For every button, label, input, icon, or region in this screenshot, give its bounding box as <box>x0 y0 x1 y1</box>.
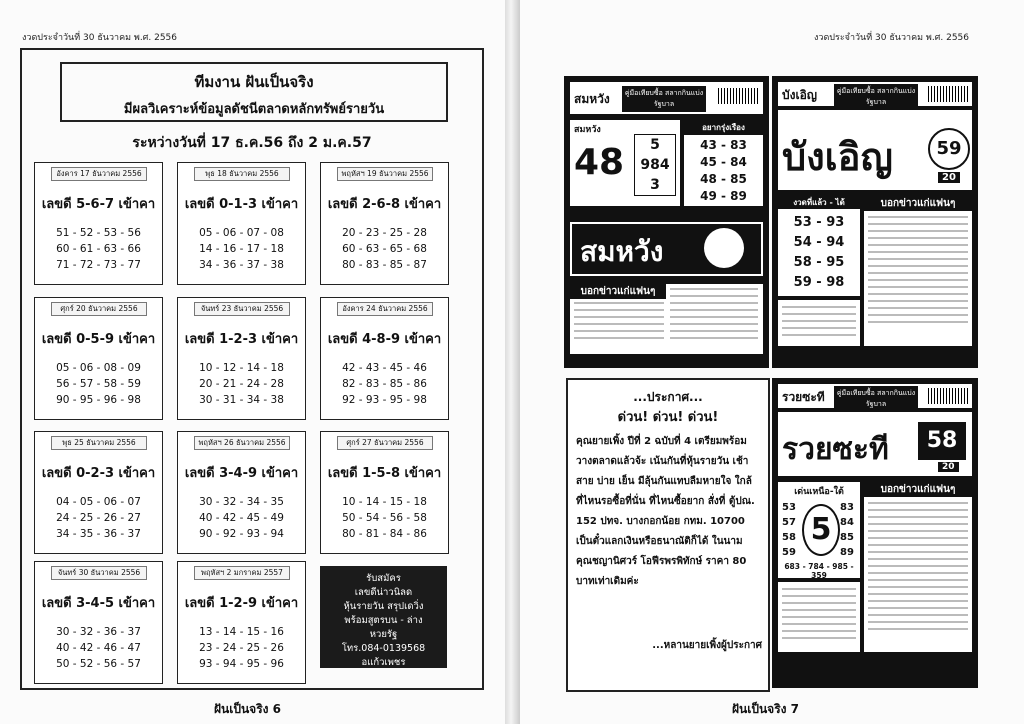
card-lead: เลขดี 3-4-9 เข้าคา <box>184 466 299 481</box>
logo-text: สมหวัง <box>580 235 664 268</box>
card-line: 30 - 32 - 34 - 35 <box>199 496 284 508</box>
card-lead: เลขดี 1-2-9 เข้าคา <box>184 596 299 611</box>
emblem-icon <box>704 228 744 268</box>
num: 84 <box>840 517 854 528</box>
promo-line: อแก้วเพชร <box>361 657 406 668</box>
left-page-footer: ฝันเป็นจริง 6 <box>214 702 282 716</box>
card-numbers <box>35 225 162 273</box>
pairs-title: อยากรุ่งเรือง <box>684 120 763 135</box>
card-lead: เลขดี 1-2-3 เข้าคา <box>184 332 299 347</box>
pair: 53 - 93 <box>793 215 845 230</box>
left-page-header: งวดประจำวันที่ 30 ธันวาคม พ.ศ. 2556 <box>22 33 178 43</box>
card-date: จันทร์ 23 ธันวาคม 2556 <box>194 302 290 316</box>
card-numbers <box>35 624 162 672</box>
digit-stack <box>634 134 676 196</box>
card-date: พฤหัสฯ 19 ธันวาคม 2556 <box>337 167 433 181</box>
card-line: 24 - 25 - 26 - 27 <box>56 512 141 524</box>
badge-number: 59 <box>928 128 970 170</box>
card-date: ศุกร์ 20 ธันวาคม 2556 <box>51 302 147 316</box>
card-line: 80 - 81 - 84 - 86 <box>342 528 427 540</box>
number-panel <box>570 120 680 206</box>
news-text-lines <box>574 302 664 344</box>
forecast-card <box>320 297 449 420</box>
announcement-head: ...ประกาศ... <box>633 390 703 404</box>
right-nums <box>840 500 854 560</box>
card-line: 04 - 05 - 06 - 07 <box>56 496 141 508</box>
ad-tag: คู่มือเทียบซื้อ สลากกินแบ่งรัฐบาล <box>622 86 706 112</box>
card-line: 42 - 43 - 45 - 46 <box>342 362 427 374</box>
card-date: ศุกร์ 27 ธันวาคม 2556 <box>337 436 433 450</box>
announcement-signature: ...หลานยายเพิ้งผู้ประกาศ <box>652 640 762 651</box>
num: 57 <box>782 517 796 528</box>
num: 83 <box>840 502 854 513</box>
barcode-icon <box>928 86 968 102</box>
ad-header <box>778 384 972 408</box>
promo-line: หวยรัฐ <box>369 629 398 640</box>
small-text-panel <box>778 582 860 652</box>
card-date: พุธ 18 ธันวาคม 2556 <box>194 167 290 181</box>
promo-line: รับสมัคร <box>366 573 401 584</box>
pair: 45 - 84 <box>700 155 747 169</box>
stack-digit: 3 <box>650 177 660 193</box>
big-digits: 48 <box>574 142 625 183</box>
promo-line: หุ้นรายวัน สรุปเดวิ่ง <box>343 601 424 612</box>
promo-line: โทร.084-0139568 <box>341 643 426 654</box>
news-panel <box>864 482 972 652</box>
announcement-box <box>566 378 770 692</box>
forecast-card <box>320 162 449 285</box>
ad-brand: รวยซะที <box>782 390 825 404</box>
card-line: 56 - 57 - 58 - 59 <box>56 378 141 390</box>
card-date: อังคาร 24 ธันวาคม 2556 <box>337 302 433 316</box>
card-lead: เลขดี 2-6-8 เข้าคา <box>327 197 442 212</box>
badge-number: 58 <box>918 422 966 460</box>
right-page <box>520 0 1024 724</box>
card-line: 90 - 95 - 96 - 98 <box>56 394 141 406</box>
card-line: 71 - 72 - 73 - 77 <box>56 259 141 271</box>
pair: 43 - 83 <box>700 138 747 152</box>
card-line: 92 - 93 - 95 - 98 <box>342 394 427 406</box>
small-text-panel <box>778 300 860 346</box>
card-numbers <box>35 360 162 408</box>
card-line: 60 - 63 - 65 - 68 <box>342 243 427 255</box>
card-date: พฤหัสฯ 26 ธันวาคม 2556 <box>194 436 290 450</box>
card-line: 34 - 36 - 37 - 38 <box>199 259 284 271</box>
title-box <box>60 62 448 122</box>
promo-box <box>320 566 447 668</box>
card-date: จันทร์ 30 ธันวาคม 2556 <box>51 566 147 580</box>
right-page-header: งวดประจำวันที่ 30 ธันวาคม พ.ศ. 2556 <box>814 33 970 43</box>
pair: 49 - 89 <box>700 189 747 203</box>
card-numbers <box>178 360 305 408</box>
ad-brand: บังเอิญ <box>782 88 818 102</box>
stack-digit: 984 <box>640 157 670 173</box>
card-line: 34 - 35 - 36 - 37 <box>56 528 141 540</box>
card-line: 90 - 92 - 93 - 94 <box>199 528 284 540</box>
card-line: 05 - 06 - 08 - 09 <box>56 362 141 374</box>
forecast-title: เด่นเหนือ-ใต้ <box>794 487 844 497</box>
pairs-panel <box>684 120 763 206</box>
card-line: 93 - 94 - 95 - 96 <box>199 658 284 670</box>
forecast-card <box>34 162 163 285</box>
forecast-card <box>177 162 306 285</box>
news-panel <box>864 196 972 346</box>
card-line: 40 - 42 - 45 - 49 <box>199 512 284 524</box>
announcement-urgent: ด่วน! ด่วน! ด่วน! <box>617 410 719 425</box>
card-line: 10 - 14 - 15 - 18 <box>342 496 427 508</box>
forecast-panel <box>778 482 860 578</box>
pair: 54 - 94 <box>793 235 845 250</box>
stack-digit: 5 <box>650 137 660 153</box>
ad-somwang <box>564 76 769 368</box>
title-line1: ทีมงาน ฝันเป็นจริง <box>194 73 314 91</box>
panel-label: สมหวัง <box>574 125 601 135</box>
card-lead: เลขดี 5-6-7 เข้าคา <box>41 197 156 212</box>
forecast-card <box>34 297 163 420</box>
card-lead: เลขดี 4-8-9 เข้าคา <box>327 332 442 347</box>
card-line: 80 - 83 - 85 - 87 <box>342 259 427 271</box>
promo-line: เลขดีน่าวนิลด <box>354 587 413 598</box>
card-lead: เลขดี 3-4-5 เข้าคา <box>41 596 156 611</box>
card-line: 51 - 52 - 53 - 56 <box>56 227 141 239</box>
pairs-list <box>684 137 763 205</box>
card-line: 50 - 54 - 56 - 58 <box>342 512 427 524</box>
forecast-card <box>320 431 449 554</box>
forecast-card <box>177 431 306 554</box>
card-line: 05 - 06 - 07 - 08 <box>199 227 284 239</box>
pairs-list <box>778 213 860 293</box>
card-line: 60 - 61 - 63 - 66 <box>56 243 141 255</box>
card-date: อังคาร 17 ธันวาคม 2556 <box>51 167 147 181</box>
ad-tag: คู่มือเทียบซื้อ สลากกินแบ่งรัฐบาล <box>834 84 918 110</box>
card-date: พฤหัสฯ 2 มกราคม 2557 <box>194 566 290 580</box>
pairs-title: งวดที่แล้ว - ได้ <box>778 196 860 209</box>
announcement-body: คุณยายเพิ้ง ปีที่ 2 ฉบับที่ 4 เตรียมพร้อมวางตลาดแล้วจ้ะ เน้นกันที่หุ้นรายวัน เช้า สาย บ่าย เย็น มีลุ้นกันแทบลืมหายใจ ใกล้ที่ไหนรอซื้อที่นั่น ที่ไหนซื้อยาก สั่งที่ ตู้ปณ. 152 ปทจ. บางกอกน้อย กทม. 10700 เป็นตั๋วแลกเงินหรือธนาณัติก็ได้ ในนาม คุณชญานิศวร์ โอฟีรพรพิทักษ์ ราคา 80 บาทเท่าเดิมค่ะ <box>576 436 755 587</box>
price: 20 <box>938 462 959 472</box>
price: 20 <box>938 172 960 183</box>
title-panel <box>778 412 972 476</box>
barcode-icon <box>928 388 968 404</box>
num: 89 <box>840 547 854 558</box>
card-line: 10 - 12 - 14 - 18 <box>199 362 284 374</box>
card-numbers <box>178 624 305 672</box>
news-text-lines <box>670 288 758 344</box>
small-text-lines <box>782 306 856 341</box>
ad-header <box>778 82 972 106</box>
num: 59 <box>782 547 796 558</box>
card-line: 30 - 32 - 36 - 37 <box>56 626 141 638</box>
pair: 58 - 95 <box>793 255 845 270</box>
big-digit: 5 <box>802 504 840 556</box>
ad-title: รวยซะที <box>782 432 889 467</box>
card-line: 82 - 83 - 85 - 86 <box>342 378 427 390</box>
card-line: 13 - 14 - 15 - 16 <box>199 626 284 638</box>
card-numbers <box>35 494 162 542</box>
promo-line: พร้อมสูตรบน - ล่าง <box>344 615 423 626</box>
card-numbers <box>321 494 448 542</box>
card-date: พุธ 25 ธันวาคม 2556 <box>51 436 147 450</box>
ad-tag: คู่มือเทียบซื้อ สลากกินแบ่งรัฐบาล <box>834 386 918 412</box>
right-page-footer: ฝันเป็นจริง 7 <box>732 702 800 716</box>
forecast-card <box>177 297 306 420</box>
num: 85 <box>840 532 854 543</box>
title-panel <box>778 110 972 190</box>
card-lead: เลขดี 0-1-3 เข้าคา <box>184 197 299 212</box>
card-lead: เลขดี 0-2-3 เข้าคา <box>41 466 156 481</box>
pairs-panel <box>778 196 860 296</box>
barcode-icon <box>718 88 758 104</box>
card-line: 50 - 52 - 56 - 57 <box>56 658 141 670</box>
small-text-lines <box>782 588 856 644</box>
card-lead: เลขดี 0-5-9 เข้าคา <box>41 332 156 347</box>
news-title: บอกข่าวแก่แฟนๆ <box>570 284 666 299</box>
phone-numbers: 683 - 784 - 985 - 359 <box>784 562 854 580</box>
card-line: 30 - 31 - 34 - 38 <box>199 394 284 406</box>
ad-header <box>570 82 763 114</box>
card-line: 20 - 21 - 24 - 28 <box>199 378 284 390</box>
date-range: ระหว่างวันที่ 17 ธ.ค.56 ถึง 2 ม.ค.57 <box>132 135 372 151</box>
forecast-card <box>34 561 163 684</box>
card-line: 40 - 42 - 46 - 47 <box>56 642 141 654</box>
ad-ruay-sa-tee <box>772 378 978 688</box>
pair: 48 - 85 <box>700 172 747 186</box>
forecast-card <box>177 561 306 684</box>
card-numbers <box>321 225 448 273</box>
card-lead: เลขดี 1-5-8 เข้าคา <box>327 466 442 481</box>
card-numbers <box>178 225 305 273</box>
ad-title: บังเอิญ <box>782 135 893 179</box>
news-title: บอกข่าวแก่แฟนๆ <box>864 482 972 497</box>
ad-brand: สมหวัง <box>574 92 610 106</box>
forecast-card <box>34 431 163 554</box>
card-line: 20 - 23 - 25 - 28 <box>342 227 427 239</box>
logo-panel <box>570 222 763 276</box>
card-numbers <box>321 360 448 408</box>
book-gutter <box>505 0 520 724</box>
left-nums <box>782 500 796 560</box>
analysis-frame <box>20 48 484 690</box>
card-numbers <box>178 494 305 542</box>
news-title: บอกข่าวแก่แฟนๆ <box>864 196 972 211</box>
left-page <box>0 0 505 724</box>
card-line: 14 - 16 - 17 - 18 <box>199 243 284 255</box>
news-text-lines <box>868 216 968 328</box>
news-panel <box>570 284 763 354</box>
pair: 59 - 98 <box>793 275 845 290</box>
num: 58 <box>782 532 796 543</box>
card-line: 23 - 24 - 25 - 26 <box>199 642 284 654</box>
news-text-lines <box>868 502 968 635</box>
num: 53 <box>782 502 796 513</box>
title-line2: มีผลวิเคราะห์ข้อมูลดัชนีตลาดหลักทรัพย์รายวัน <box>123 102 385 117</box>
ad-bang-oen <box>772 76 978 368</box>
